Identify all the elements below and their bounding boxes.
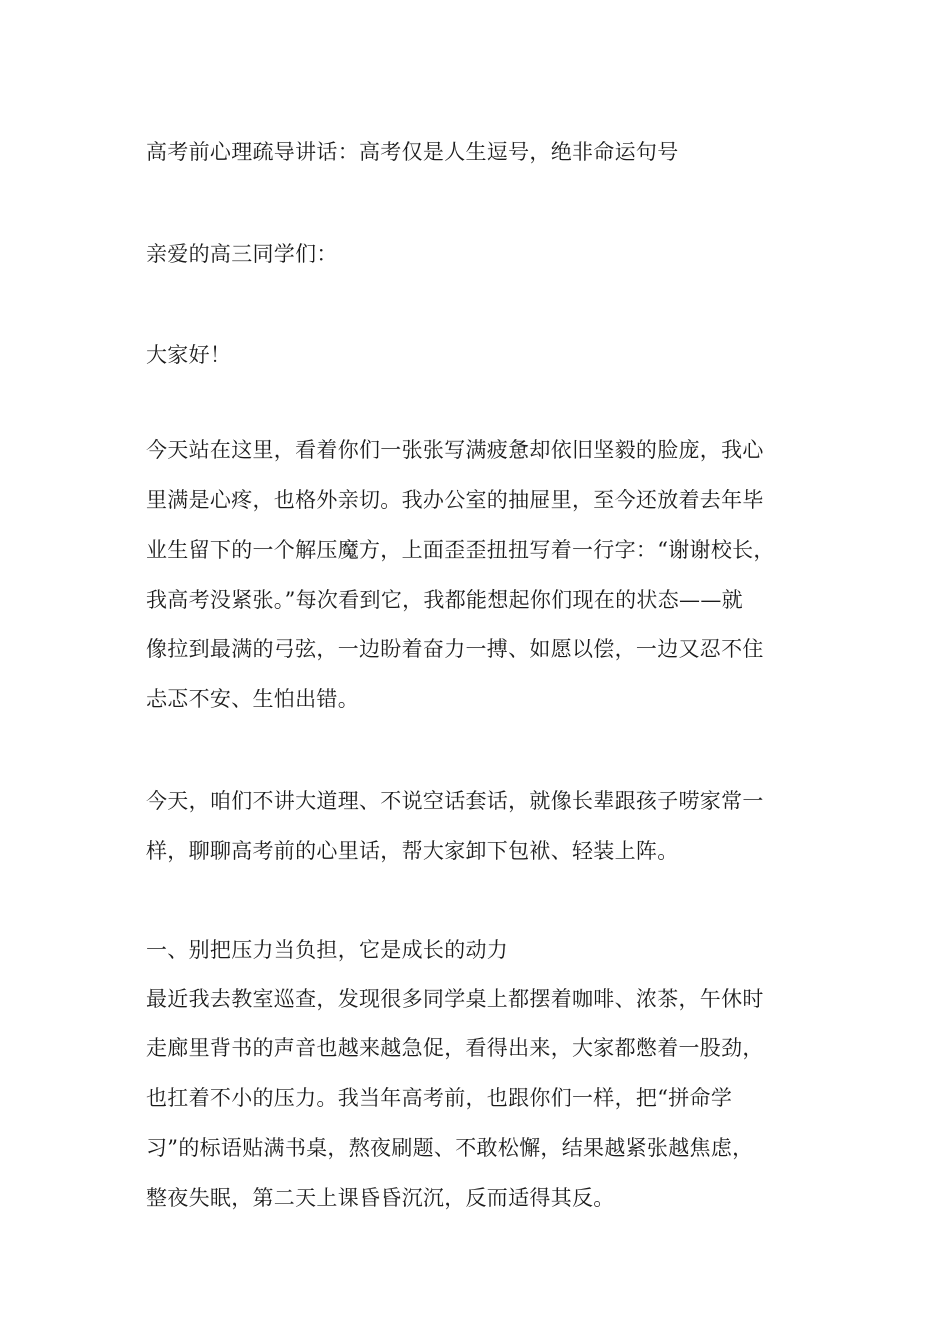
section-1-heading: 一、别把压力当负担，它是成长的动力 (146, 938, 509, 962)
paragraph-2-line-1: 今天，咱们不讲大道理、不说空话套话，就像长辈跟孩子唠家常一 (146, 789, 764, 813)
paragraph-1-line-6: 忐忑不安、生怕出错。 (146, 687, 359, 711)
paragraph-3-line-3: 也扛着不小的压力。我当年高考前，也跟你们一样，把“拼命学 (146, 1086, 733, 1110)
hello-line: 大家好！ (146, 343, 232, 367)
paragraph-3-line-1: 最近我去教室巡查，发现很多同学桌上都摆着咖啡、浓茶，午休时 (146, 987, 764, 1011)
paragraph-3-line-2: 走廊里背书的声音也越来越急促，看得出来，大家都憋着一股劲， (146, 1036, 764, 1060)
greeting: 亲爱的高三同学们： (146, 242, 338, 266)
paragraph-1-line-5: 像拉到最满的弓弦，一边盼着奋力一搏、如愿以偿，一边又忍不住 (146, 637, 764, 661)
paragraph-1-line-1: 今天站在这里，看着你们一张张写满疲惫却依旧坚毅的脸庞，我心 (146, 438, 764, 462)
paragraph-1-line-2: 里满是心疼，也格外亲切。我办公室的抽屉里，至今还放着去年毕 (146, 488, 764, 512)
paragraph-3-line-4: 习”的标语贴满书桌，熬夜刷题、不敢松懈，结果越紧张越焦虑， (146, 1136, 754, 1160)
paragraph-1-line-4: 我高考没紧张。”每次看到它，我都能想起你们现在的状态——就 (146, 588, 743, 612)
paragraph-1-line-3: 业生留下的一个解压魔方，上面歪歪扭扭写着一行字：“谢谢校长， (146, 538, 775, 562)
paragraph-3-line-5: 整夜失眠，第二天上课昏昏沉沉，反而适得其反。 (146, 1186, 615, 1210)
paragraph-2-line-2: 样，聊聊高考前的心里话，帮大家卸下包袱、轻装上阵。 (146, 839, 679, 863)
document-title: 高考前心理疏导讲话：高考仅是人生逗号，绝非命运句号 (146, 140, 679, 164)
